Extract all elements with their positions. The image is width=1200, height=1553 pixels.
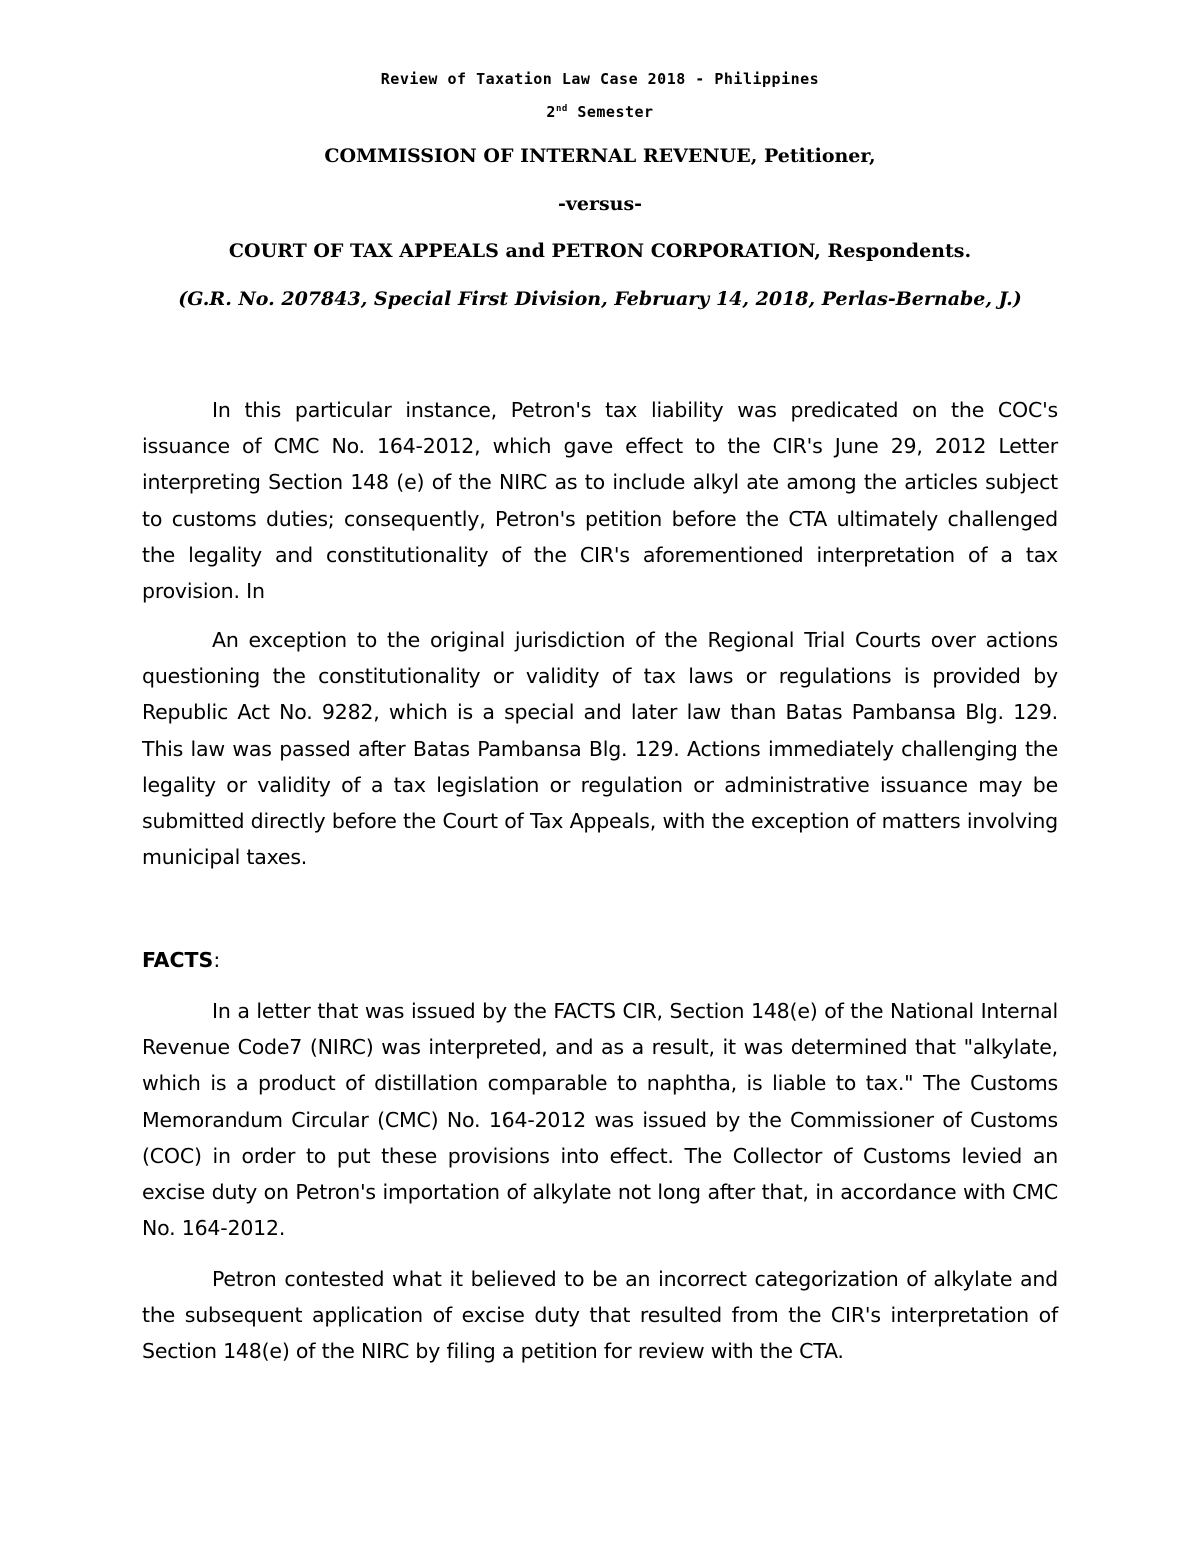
document-header-semester [0, 103, 1200, 121]
body-paragraph-1: In this particular instance, Petron's tax liability was predicated on the COC's issuance of CMC No. 164-2012, which gave effect to the CIR's June 29, 2012 Letter interpreting Section 148 (e) of the NIRC as to include alkyl ate among the articles subject to customs duties; consequently, Petron's petition before the CTA ultimately challenged the legality and constitutionality of the CIR's aforementioned interpretation of a tax provision. In [142, 398, 1058, 604]
case-versus: -versus- [557, 193, 643, 215]
case-respondents: COURT OF TAX APPEALS and PETRON CORPORATION, Respondents. [228, 240, 972, 262]
case-petitioner: COMMISSION OF INTERNAL REVENUE, Petitioner, [324, 145, 876, 167]
semester-word: Semester [577, 103, 654, 121]
semester-number: 2 [546, 103, 556, 121]
facts-heading-colon: : [213, 948, 221, 972]
case-citation: (G.R. No. 207843, Special First Division, February 14, 2018, Perlas-Bernabe, J.) [178, 288, 1022, 310]
semester-suffix: nd [555, 104, 568, 114]
facts-heading-text: FACTS [142, 948, 214, 972]
facts-paragraph-1: In a letter that was issued by the FACTS CIR, Section 148(e) of the National Internal Revenue Code7 (NIRC) was interpreted, and as a result, it was determined that "alkylate, which is a product of distillation comparable to naphtha, is liable to tax." The Customs Memorandum Circular (CMC) No. 164-2012 was issued by the Commissioner of Customs (COC) in order to put these provisions into effect. The Collector of Customs levied an excise duty on Petron's importation of alkylate not long after that, in accordance with CMC No. 164-2012. [142, 999, 1058, 1241]
document-header-title: Review of Taxation Law Case 2018 - Philippines [380, 70, 820, 88]
facts-heading [142, 942, 220, 978]
facts-paragraph-2: Petron contested what it believed to be an incorrect categorization of alkylate and the subsequent application of excise duty that resulted from the CIR's interpretation of Section 148(e) of the NIRC by filing a petition for review with the CTA. [142, 1267, 1058, 1364]
body-paragraph-2: An exception to the original jurisdiction of the Regional Trial Courts over actions questioning the constitutionality or validity of tax laws or regulations is provided by Republic Act No. 9282, which is a special and later law than Batas Pambansa Blg. 129. This law was passed after Batas Pambansa Blg. 129. Actions immediately challenging the legality or validity of a tax legislation or regulation or administrative issuance may be submitted directly before the Court of Tax Appeals, with the exception of matters involving municipal taxes. [142, 628, 1058, 870]
